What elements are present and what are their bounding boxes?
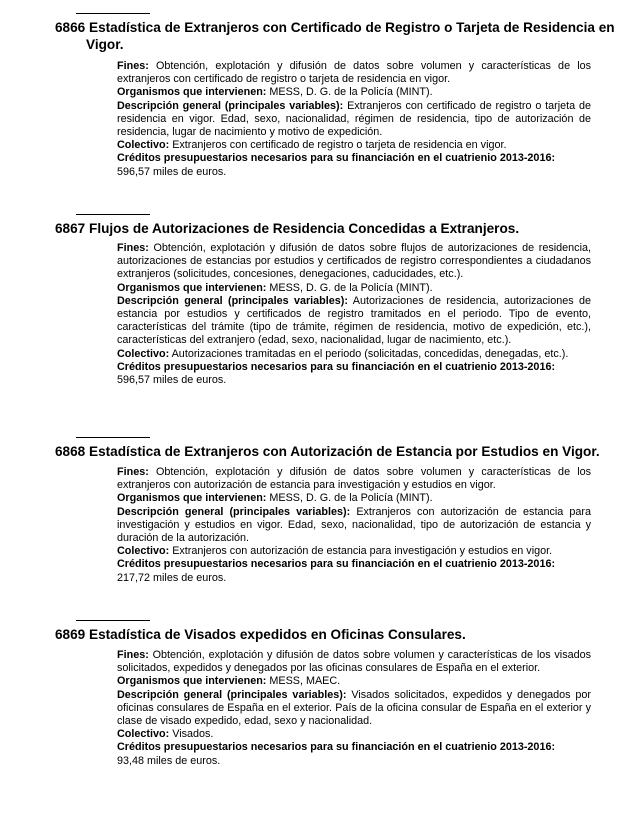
organismos-text: MESS, D. G. de la Policía (MINT). <box>269 492 433 505</box>
creditos-label: Créditos presupuestarios necesarios para su financiación en el cuatrienio 2013-2016: <box>117 558 556 571</box>
fines-paragraph <box>117 466 591 492</box>
organismos-text: MESS, D. G. de la Policía (MINT). <box>269 281 433 294</box>
descripcion-label: Descripción general (principales variables): <box>117 688 347 701</box>
entry-title: 6867 Flujos de Autorizaciones de Residencia Concedidas a Extranjeros. <box>55 221 520 236</box>
fines-label: Fines: <box>117 242 149 254</box>
descripcion-text: Autorizaciones de residencia, autorizaciones de estancia por estudios y certificados de registro tramitados en el periodo. Tipo de evento, características del trámite (tipo de trámite, régimen de residencia, motivo de expedición, etc.), características del extranjero (edad, sexo, nacionalidad, lugar de nacimiento, etc.). <box>117 294 591 347</box>
descripcion-text: Extranjeros con autorización de estancia para investigación y estudios en vigor. Edad, sexo, nacionalidad, tipo de autorización de estancia y duración de la autorización. <box>117 505 591 545</box>
creditos-label: Créditos presupuestarios necesarios para su financiación en el cuatrienio 2013-2016: <box>117 741 556 754</box>
colectivo-text: Visados. <box>172 728 214 741</box>
fines-text: Obtención, explotación y difusión de datos sobre volumen y características de los extranjeros con autorización de estancia para investigación y estudios en vigor. <box>117 466 592 492</box>
descripcion-text: Visados solicitados, expedidos y denegados por oficinas consulares de España en el exterior. País de la oficina consular de España en el exterior y clase de visado expedido, edad, sexo y nacionalidad. <box>117 688 591 728</box>
organismos-paragraph <box>117 675 591 688</box>
colectivo-text: Autorizaciones tramitadas en el periodo (solicitadas, concedidas, denegadas, etc.). <box>171 347 569 360</box>
creditos-label: Créditos presupuestarios necesarios para su financiación en el cuatrienio 2013-2016: <box>117 360 556 373</box>
separator-rule <box>76 13 150 14</box>
fines-paragraph <box>117 649 591 675</box>
organismos-paragraph <box>117 86 591 99</box>
fines-text: Obtención, explotación y difusión de datos sobre volumen y características de los extranjeros con certificado de registro o tarjeta de residencia en vigor. <box>117 60 592 86</box>
organismos-text: MESS, D. G. de la Policía (MINT). <box>269 86 433 99</box>
creditos-value: 93,48 miles de euros. <box>117 754 221 767</box>
organismos-paragraph <box>117 282 591 295</box>
separator-rule <box>76 620 150 621</box>
colectivo-text: Extranjeros con autorización de estancia para investigación y estudios en vigor. <box>172 545 553 558</box>
separator-rule <box>76 437 150 438</box>
descripcion-paragraph <box>117 506 591 546</box>
organismos-label: Organismos que intervienen: <box>117 281 267 294</box>
entry-title: 6869 Estadística de Visados expedidos en Oficinas Consulares. <box>55 627 466 642</box>
descripcion-text: Extranjeros con certificado de registro o tarjeta de residencia en vigor. Edad, sexo, nacionalidad, régimen de residencia, tipo de autorización de residencia, lugar de nacimiento y motivo de expedición. <box>117 99 591 139</box>
fines-paragraph <box>117 242 591 282</box>
entry-title: 6866 Estadística de Extranjeros con Certificado de Registro o Tarjeta de Residencia en Vigor. <box>55 20 615 52</box>
descripcion-label: Descripción general (principales variables): <box>117 505 351 518</box>
fines-label: Fines: <box>117 466 149 478</box>
organismos-label: Organismos que intervienen: <box>117 492 267 505</box>
descripcion-label: Descripción general (principales variables): <box>117 99 344 112</box>
colectivo-label: Colectivo: <box>117 545 170 558</box>
organismos-label: Organismos que intervienen: <box>117 675 267 688</box>
descripcion-paragraph <box>117 689 591 729</box>
fines-text: Obtención, explotación y difusión de datos sobre volumen y características de los visados solicitados, expedidos y denegados por las oficinas consulares de España en el exterior. <box>117 649 592 675</box>
colectivo-paragraph <box>117 728 591 741</box>
colectivo-label: Colectivo: <box>117 728 170 741</box>
creditos-value: 596,57 miles de euros. <box>117 374 227 387</box>
creditos-label: Créditos presupuestarios necesarios para su financiación en el cuatrienio 2013-2016: <box>117 152 556 165</box>
entry-body <box>117 466 591 585</box>
organismos-text: MESS, MAEC. <box>269 675 341 688</box>
fines-label: Fines: <box>117 60 149 72</box>
separator-rule <box>76 214 150 215</box>
entry-body <box>117 242 591 387</box>
colectivo-label: Colectivo: <box>117 347 170 360</box>
colectivo-paragraph <box>117 139 591 152</box>
colectivo-paragraph <box>117 348 591 361</box>
fines-text: Obtención, explotación y difusión de datos sobre flujos de autorizaciones de residencia, autorizaciones de estancias por estudios y certificados de registro correspondientes a ciudadanos extranjeros (solicitudes, concesiones, denegaciones, caducidades, etc.). <box>117 242 591 281</box>
fines-paragraph <box>117 60 591 86</box>
colectivo-label: Colectivo: <box>117 139 170 152</box>
descripcion-paragraph <box>117 100 591 140</box>
creditos-value: 596,57 miles de euros. <box>117 165 227 178</box>
entry-body <box>117 649 591 768</box>
colectivo-text: Extranjeros con certificado de registro o tarjeta de residencia en vigor. <box>172 139 507 152</box>
colectivo-paragraph <box>117 545 591 558</box>
entry-body <box>117 60 591 179</box>
creditos-value: 217,72 miles de euros. <box>117 571 227 584</box>
descripcion-paragraph <box>117 295 591 348</box>
descripcion-label: Descripción general (principales variables): <box>117 294 348 307</box>
organismos-label: Organismos que intervienen: <box>117 86 267 99</box>
organismos-paragraph <box>117 492 591 505</box>
entry-title: 6868 Estadística de Extranjeros con Autorización de Estancia por Estudios en Vigor. <box>55 444 600 459</box>
fines-label: Fines: <box>117 649 149 661</box>
